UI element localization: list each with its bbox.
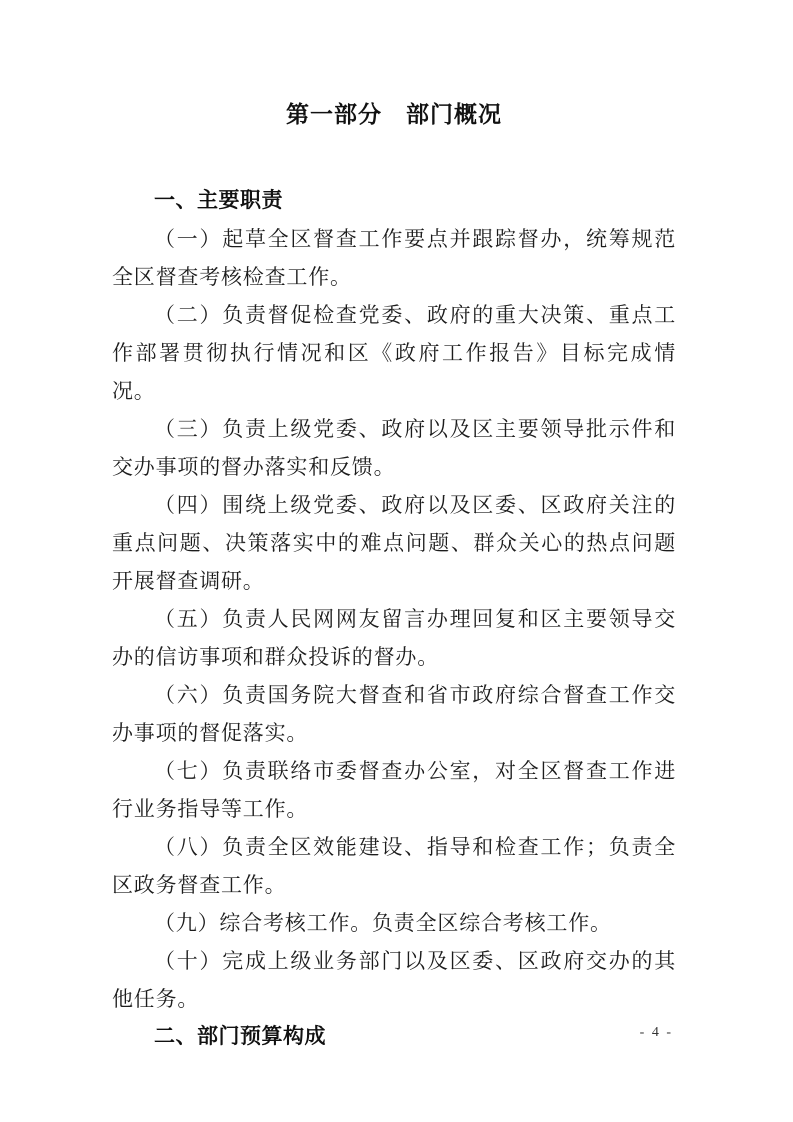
section-heading-main-duties: 一、主要职责 [154,189,283,212]
duty-paragraph-10: （十）完成上级业务部门以及区委、区政府交办的其他任务。 [112,949,676,1011]
duty-paragraph-5: （五）负责人民网网友留言办理回复和区主要领导交办的信访事项和群众投诉的督办。 [112,607,676,669]
duty-paragraph-3: （三）负责上级党委、政府以及区主要领导批示件和交办事项的督办落实和反馈。 [112,417,676,479]
document-content [0,96,793,1056]
duty-paragraph-6: （六）负责国务院大督查和省市政府综合督查工作交办事项的督促落实。 [112,683,676,745]
page-number: - 4 - [639,1025,673,1040]
duty-paragraph-4: （四）围绕上级党委、政府以及区委、区政府关注的重点问题、决策落实中的难点问题、群众关心的热点问题开展督查调研。 [112,493,676,593]
duty-paragraph-9: （九）综合考核工作。负责全区综合考核工作。 [154,911,612,935]
duty-paragraph-2: （二）负责督促检查党委、政府的重大决策、重点工作部署贯彻执行情况和区《政府工作报告》目标完成情况。 [112,303,676,403]
section-heading-budget-composition: 二、部门预算构成 [154,1025,326,1048]
page-title: 第一部分 部门概况 [286,101,502,127]
duty-paragraph-7: （七）负责联络市委督查办公室，对全区督查工作进行业务指导等工作。 [112,759,676,821]
duty-paragraph-1: （一）起草全区督查工作要点并跟踪督办，统筹规范全区督查考核检查工作。 [112,227,676,289]
duty-paragraph-8: （八）负责全区效能建设、指导和检查工作；负责全区政务督查工作。 [112,835,676,897]
